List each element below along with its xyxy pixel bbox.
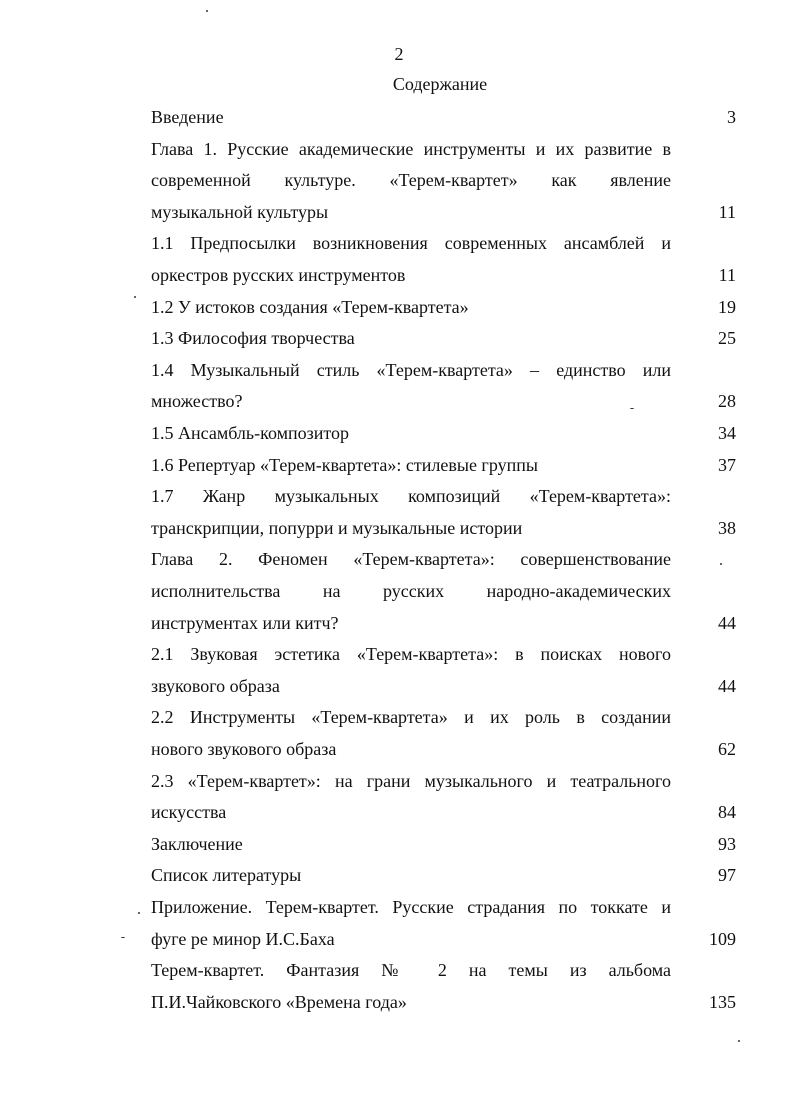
scan-speck <box>206 10 208 12</box>
toc-entry-line: 1.6 Репертуар «Терем-квартета»: стилевые группы <box>151 454 538 475</box>
toc-page-number: 93 <box>718 833 736 854</box>
toc-entry-line: 2.3 «Терем-квартет»: на грани музыкального и театрального <box>151 770 671 791</box>
toc-entry-line: оркестров русских инструментов <box>151 265 406 285</box>
toc-entry-line: 2.1 Звуковая эстетика «Терем-квартета»: в поисках нового <box>151 644 671 665</box>
toc-page-number: 34 <box>718 423 736 443</box>
toc-entry-line: Приложение. Терем-квартет. Русские страдания по токкате и <box>151 897 671 917</box>
toc-page-number: 135 <box>709 991 736 1012</box>
toc-page-number: 38 <box>718 517 736 538</box>
toc-page-number: 97 <box>718 865 736 886</box>
page-title: Содержание <box>392 74 488 94</box>
toc-entry-line: транскрипции, попурри и музыкальные истории <box>151 517 523 538</box>
toc-entry-line: Терем-квартет. Фантазия № 2 на темы из альбома <box>151 960 671 981</box>
toc-page-number: 25 <box>718 328 736 349</box>
toc-entry-line: 1.7 Жанр музыкальных композиций «Терем-квартета»: <box>151 486 671 507</box>
toc-page-number: 28 <box>718 391 736 412</box>
toc-page-number: 44 <box>718 612 736 633</box>
scan-speck <box>121 937 125 938</box>
scan-speck <box>138 912 140 914</box>
toc-entry-line: музыкальной культуры <box>151 201 329 222</box>
toc-page-number: 44 <box>718 675 736 696</box>
page-number: 2 <box>394 44 404 64</box>
toc-page-number: 19 <box>718 296 736 317</box>
toc-entry-line: искусства <box>151 802 227 823</box>
toc-entry-line: 1.1 Предпосылки возникновения современных ансамблей и <box>151 233 671 254</box>
toc-entry-line: Введение <box>151 107 224 127</box>
toc-page-number: 109 <box>709 928 736 949</box>
toc-entry-line: исполнительства на русских народно-академических <box>151 581 671 601</box>
toc-entry-line: Список литературы <box>151 865 302 886</box>
toc-entry-line: 1.5 Ансамбль-композитор <box>151 423 349 443</box>
toc-entry-line: 1.4 Музыкальный стиль «Терем-квартета» – единство или <box>151 359 671 380</box>
toc-page-number: 84 <box>718 802 736 823</box>
toc-entry-line: Заключение <box>151 833 243 854</box>
toc-entry-line: фуге ре минор И.С.Баха <box>151 928 335 949</box>
toc-entry-line: 1.3 Философия творчества <box>151 328 355 349</box>
toc-entry-line: П.И.Чайковского «Времена года» <box>151 991 407 1012</box>
scan-speck <box>630 408 634 409</box>
toc-entry-line: нового звукового образа <box>151 739 337 759</box>
toc-entry-line: современной культуре. «Терем-квартет» как явление <box>151 170 671 191</box>
toc-page-number: 3 <box>727 107 736 127</box>
scan-speck <box>720 563 722 565</box>
toc-page-number: 37 <box>718 454 736 475</box>
toc-entry-line: множество? <box>151 391 243 412</box>
toc-page-number: 11 <box>718 265 736 285</box>
toc-entry-line: Глава 2. Феномен «Терем-квартета»: совершенствование <box>151 549 671 570</box>
toc-page-number: 62 <box>718 739 736 759</box>
toc-entry-line: 1.2 У истоков создания «Терем-квартета» <box>151 296 469 317</box>
scan-speck <box>134 296 136 298</box>
toc-entry-line: инструментах или китч? <box>151 612 339 633</box>
toc-entry-line: 2.2 Инструменты «Терем-квартета» и их роль в создании <box>151 707 671 728</box>
toc-page-number: 11 <box>718 201 736 222</box>
toc-entry-line: звукового образа <box>151 675 280 696</box>
toc-entry-line: Глава 1. Русские академические инструменты и их развитие в <box>151 138 671 159</box>
scan-speck <box>738 1040 740 1042</box>
